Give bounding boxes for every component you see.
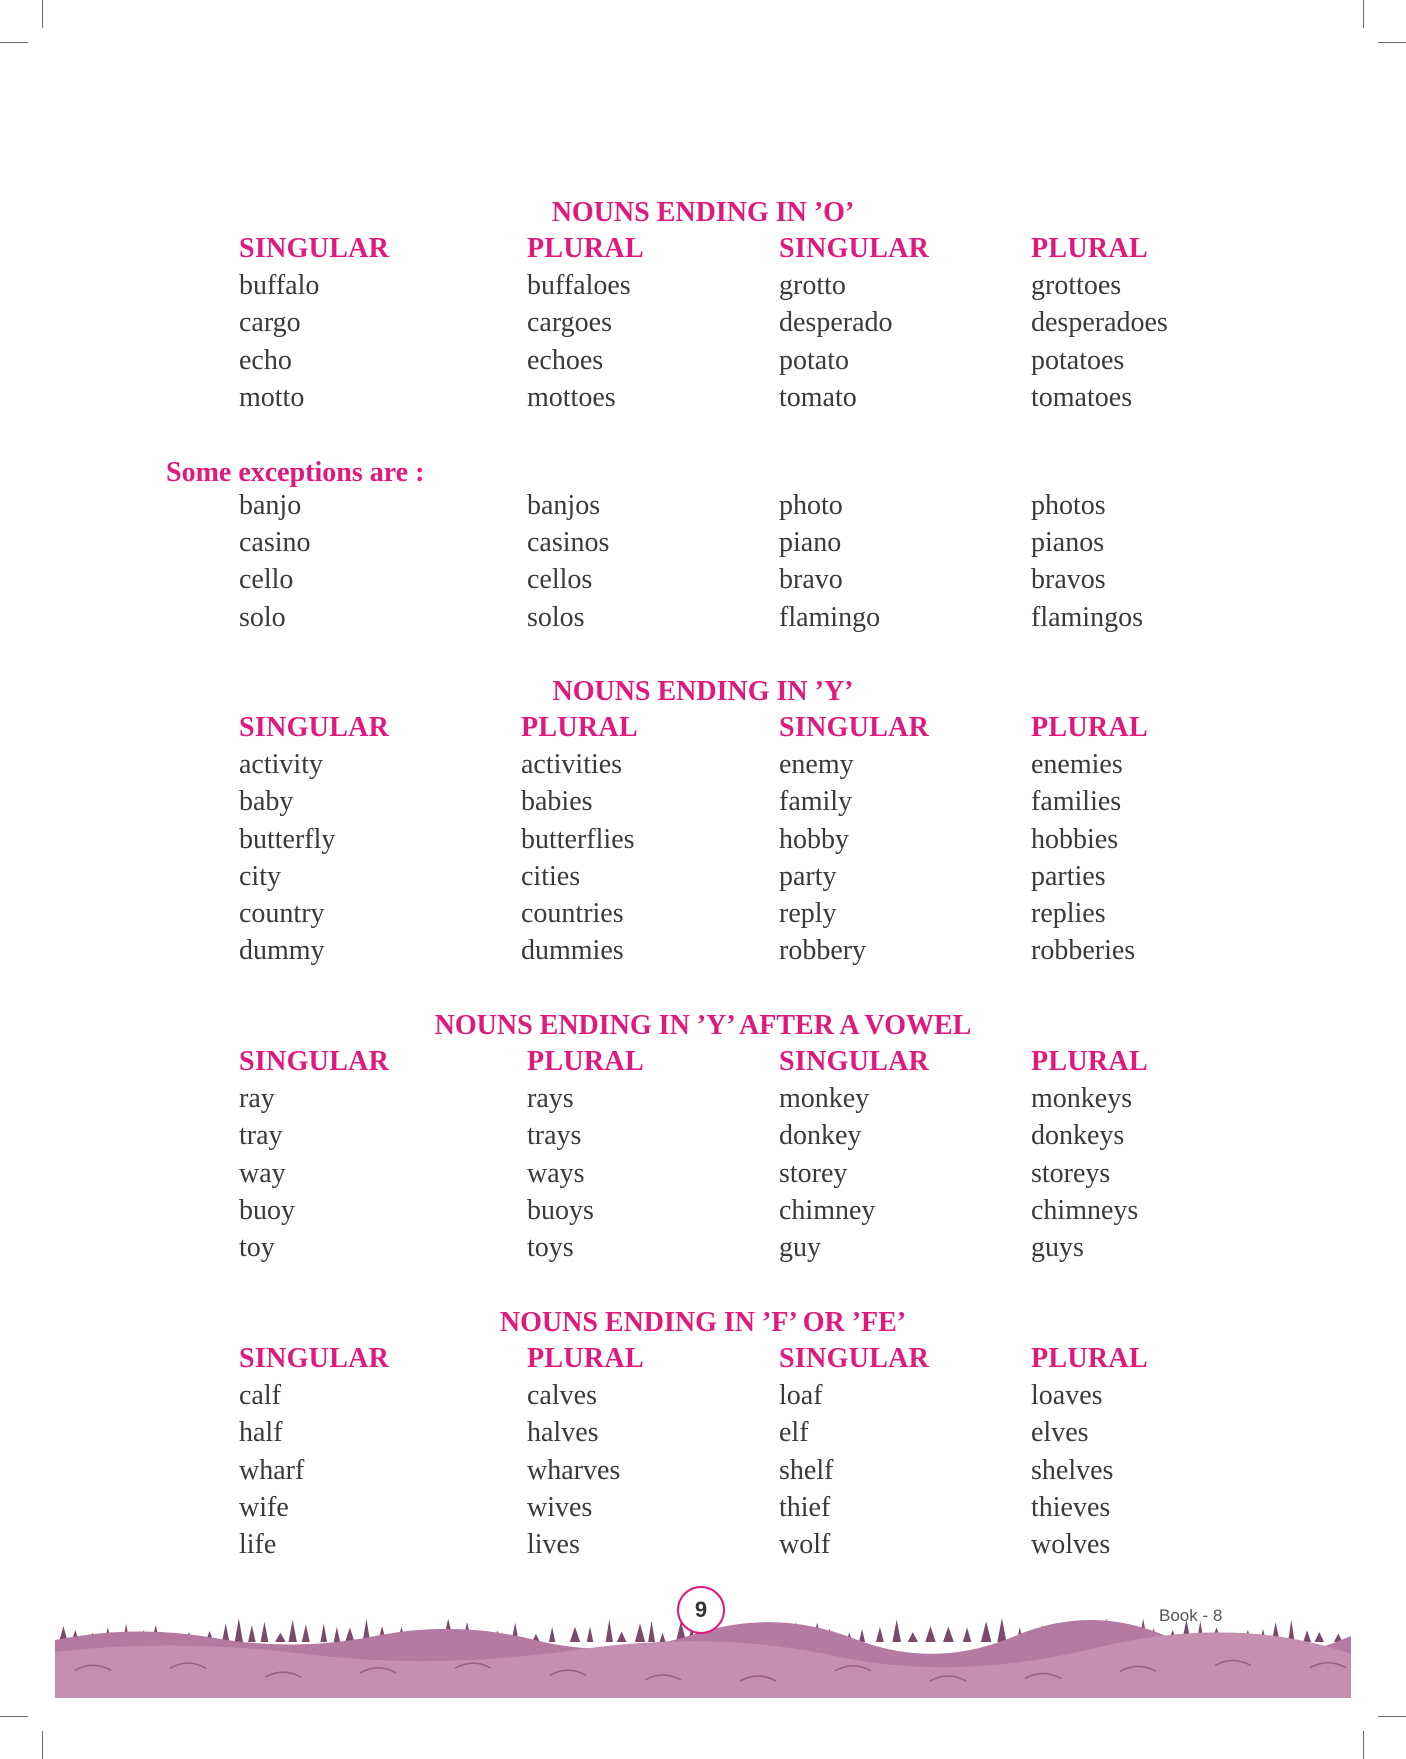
plural-word: cities xyxy=(521,860,581,892)
plural-word: loaves xyxy=(1031,1380,1103,1412)
page-number: 9 xyxy=(677,1586,725,1634)
plural-word: wharves xyxy=(527,1454,621,1486)
plural-word: trays xyxy=(527,1120,582,1152)
singular-word: wife xyxy=(239,1491,289,1523)
singular-word: thief xyxy=(779,1491,831,1523)
singular-word: echo xyxy=(239,344,292,376)
table-row xyxy=(0,1452,1406,1489)
tree-icon xyxy=(302,1624,310,1642)
tree-icon xyxy=(925,1626,936,1642)
singular-word: activity xyxy=(239,749,323,781)
plural-word: elves xyxy=(1031,1417,1089,1449)
table-row xyxy=(0,1080,1406,1117)
header-plural: PLURAL xyxy=(1031,233,1148,264)
header-singular: SINGULAR xyxy=(239,1046,390,1077)
tree-icon xyxy=(981,1621,992,1642)
tree-icon xyxy=(859,1629,865,1642)
singular-word: desperado xyxy=(779,307,893,339)
tree-icon xyxy=(1303,1630,1311,1642)
table-row xyxy=(0,1489,1406,1526)
table-header-row xyxy=(0,230,1406,267)
plural-word: potatoes xyxy=(1031,344,1125,376)
header-plural: PLURAL xyxy=(1031,712,1148,743)
plural-word: desperadoes xyxy=(1031,307,1168,339)
singular-word: robbery xyxy=(779,935,867,967)
singular-word: cargo xyxy=(239,307,301,339)
singular-word: enemy xyxy=(779,749,854,781)
exceptions-table xyxy=(0,487,1406,636)
tree-icon xyxy=(235,1618,243,1642)
tree-icon xyxy=(261,1622,269,1642)
header-singular: SINGULAR xyxy=(239,233,390,264)
singular-word: dummy xyxy=(239,935,325,967)
header-singular: SINGULAR xyxy=(239,1343,390,1374)
tree-icon xyxy=(660,1633,666,1642)
plural-word: monkeys xyxy=(1031,1083,1133,1115)
plural-word: cargoes xyxy=(527,307,612,339)
singular-word: guy xyxy=(779,1231,821,1263)
crop-mark xyxy=(0,42,28,43)
plural-word: photos xyxy=(1031,490,1106,521)
section-title-y-after-vowel: NOUNS ENDING IN ’Y’ AFTER A VOWEL xyxy=(434,1010,972,1041)
singular-word: bravo xyxy=(779,564,843,596)
tree-icon xyxy=(288,1620,296,1642)
singular-word: life xyxy=(239,1528,277,1560)
singular-word: family xyxy=(779,786,853,818)
plural-word: babies xyxy=(521,786,593,818)
tree-icon xyxy=(248,1625,256,1642)
table-row xyxy=(0,783,1406,820)
singular-word: wharf xyxy=(239,1454,305,1486)
table-row xyxy=(0,599,1406,636)
table-row xyxy=(0,895,1406,932)
table-row xyxy=(0,267,1406,304)
plural-word: countries xyxy=(521,897,624,929)
singular-word: buffalo xyxy=(239,270,320,302)
plural-word: banjos xyxy=(527,490,601,521)
plural-word: replies xyxy=(1031,897,1106,929)
plural-word: grottoes xyxy=(1031,270,1122,302)
tree-icon xyxy=(963,1627,971,1642)
table-header-row xyxy=(0,1043,1406,1080)
tree-icon xyxy=(587,1626,594,1642)
header-plural: PLURAL xyxy=(521,712,638,743)
table-row xyxy=(0,304,1406,341)
singular-word: tray xyxy=(239,1120,283,1152)
book-label: Book - 8 xyxy=(1159,1606,1223,1625)
tree-icon xyxy=(648,1621,655,1642)
singular-word: storey xyxy=(779,1157,848,1189)
crop-mark xyxy=(1363,1731,1364,1759)
singular-word: loaf xyxy=(779,1380,823,1412)
tree-icon xyxy=(606,1620,613,1642)
section-title-f-fe: NOUNS ENDING IN ’F’ OR ’FE’ xyxy=(499,1307,907,1338)
plural-word: thieves xyxy=(1031,1491,1111,1523)
tree-icon xyxy=(943,1627,954,1642)
singular-word: chimney xyxy=(779,1194,876,1226)
singular-word: country xyxy=(239,897,325,929)
singular-word: baby xyxy=(239,786,294,818)
header-singular: SINGULAR xyxy=(239,712,390,743)
plural-word: echoes xyxy=(527,344,604,376)
tree-icon xyxy=(1314,1632,1324,1642)
plural-word: rays xyxy=(527,1083,574,1115)
table-row xyxy=(0,342,1406,379)
crop-mark xyxy=(42,1731,43,1759)
plural-word: toys xyxy=(527,1231,574,1263)
singular-word: flamingo xyxy=(779,601,881,633)
tree-icon xyxy=(222,1623,229,1642)
plural-word: butterflies xyxy=(521,823,635,855)
crop-mark xyxy=(0,1716,28,1717)
plural-word: halves xyxy=(527,1417,599,1449)
table-row xyxy=(0,487,1406,524)
table-row xyxy=(0,379,1406,416)
plural-word: buoys xyxy=(527,1194,594,1226)
singular-word: photo xyxy=(779,490,843,521)
singular-word: motto xyxy=(239,381,305,413)
singular-word: wolf xyxy=(779,1528,831,1560)
singular-word: buoy xyxy=(239,1194,295,1226)
plural-word: mottoes xyxy=(527,381,616,413)
crop-mark xyxy=(1378,42,1406,43)
plural-word: families xyxy=(1031,786,1122,818)
table-row xyxy=(0,524,1406,561)
singular-word: toy xyxy=(239,1231,275,1263)
plural-word: chimneys xyxy=(1031,1194,1139,1226)
singular-word: hobby xyxy=(779,823,849,855)
plural-word: pianos xyxy=(1031,527,1105,559)
exceptions-label: Some exceptions are : xyxy=(166,457,425,488)
singular-word: shelf xyxy=(779,1454,834,1486)
header-singular: SINGULAR xyxy=(779,712,930,743)
singular-word: reply xyxy=(779,897,837,929)
tree-icon xyxy=(997,1618,1006,1642)
plural-word: solos xyxy=(527,601,585,633)
singular-word: half xyxy=(239,1417,283,1449)
singular-word: potato xyxy=(779,344,849,376)
plural-word: lives xyxy=(527,1528,580,1560)
table-row xyxy=(0,561,1406,598)
tree-icon xyxy=(549,1627,555,1642)
tree-icon xyxy=(320,1624,327,1642)
plural-word: tomatoes xyxy=(1031,381,1133,413)
singular-word: piano xyxy=(779,527,842,559)
singular-word: butterfly xyxy=(239,823,336,855)
plural-word: calves xyxy=(527,1380,597,1412)
plural-word: bravos xyxy=(1031,564,1106,596)
singular-word: casino xyxy=(239,527,311,559)
plural-word: guys xyxy=(1031,1231,1084,1263)
tree-icon xyxy=(570,1627,580,1642)
header-singular: SINGULAR xyxy=(779,1046,930,1077)
singular-word: way xyxy=(239,1157,286,1189)
singular-word: solo xyxy=(239,601,286,633)
header-singular: SINGULAR xyxy=(779,1343,930,1374)
table-header-row xyxy=(0,709,1406,746)
y-nouns-table xyxy=(0,709,1406,969)
plural-word: dummies xyxy=(521,935,624,967)
singular-word: city xyxy=(239,860,281,892)
singular-word: donkey xyxy=(779,1120,862,1152)
singular-word: elf xyxy=(779,1417,809,1449)
plural-word: donkeys xyxy=(1031,1120,1125,1152)
plural-word: flamingos xyxy=(1031,601,1143,633)
section-title-o: NOUNS ENDING IN ’O’ xyxy=(551,197,855,228)
tree-icon xyxy=(345,1627,354,1642)
table-row xyxy=(0,1377,1406,1414)
table-row xyxy=(0,858,1406,895)
crop-mark xyxy=(1378,1716,1406,1717)
f-fe-nouns-table xyxy=(0,1340,1406,1563)
singular-word: calf xyxy=(239,1380,281,1412)
tree-icon xyxy=(908,1632,918,1642)
plural-word: wives xyxy=(527,1491,593,1523)
table-row xyxy=(0,1414,1406,1451)
y-after-vowel-table xyxy=(0,1043,1406,1266)
header-plural: PLURAL xyxy=(1031,1046,1148,1077)
section-title-y: NOUNS ENDING IN ’Y’ xyxy=(552,676,854,707)
table-row xyxy=(0,932,1406,969)
plural-word: wolves xyxy=(1031,1528,1111,1560)
plural-word: ways xyxy=(527,1157,585,1189)
header-plural: PLURAL xyxy=(527,233,644,264)
tree-icon xyxy=(876,1627,884,1642)
header-plural: PLURAL xyxy=(1031,1343,1148,1374)
tree-icon xyxy=(892,1620,901,1642)
plural-word: buffaloes xyxy=(527,270,631,302)
table-row xyxy=(0,1117,1406,1154)
singular-word: party xyxy=(779,860,837,892)
header-plural: PLURAL xyxy=(527,1343,644,1374)
singular-word: cello xyxy=(239,564,294,596)
plural-word: storeys xyxy=(1031,1157,1111,1189)
table-row xyxy=(0,1155,1406,1192)
o-nouns-table xyxy=(0,230,1406,416)
table-row xyxy=(0,1229,1406,1266)
table-row xyxy=(0,821,1406,858)
tree-icon xyxy=(617,1632,627,1642)
singular-word: monkey xyxy=(779,1083,870,1115)
tree-icon xyxy=(275,1633,286,1642)
footer-hills-front xyxy=(55,1632,1351,1698)
singular-word: grotto xyxy=(779,270,846,302)
tree-icon xyxy=(635,1623,645,1642)
tree-icon xyxy=(334,1627,340,1642)
crop-mark xyxy=(42,0,43,28)
table-row xyxy=(0,1192,1406,1229)
table-row xyxy=(0,1526,1406,1563)
plural-word: shelves xyxy=(1031,1454,1114,1486)
plural-word: hobbies xyxy=(1031,823,1119,855)
plural-word: parties xyxy=(1031,860,1106,892)
table-row xyxy=(0,746,1406,783)
singular-word: ray xyxy=(239,1083,275,1115)
plural-word: enemies xyxy=(1031,749,1123,781)
plural-word: casinos xyxy=(527,527,610,559)
header-plural: PLURAL xyxy=(527,1046,644,1077)
plural-word: robberies xyxy=(1031,935,1136,967)
singular-word: tomato xyxy=(779,381,857,413)
plural-word: activities xyxy=(521,749,623,781)
singular-word: banjo xyxy=(239,490,302,521)
table-header-row xyxy=(0,1340,1406,1377)
header-singular: SINGULAR xyxy=(779,233,930,264)
crop-mark xyxy=(1363,0,1364,28)
plural-word: cellos xyxy=(527,564,593,596)
